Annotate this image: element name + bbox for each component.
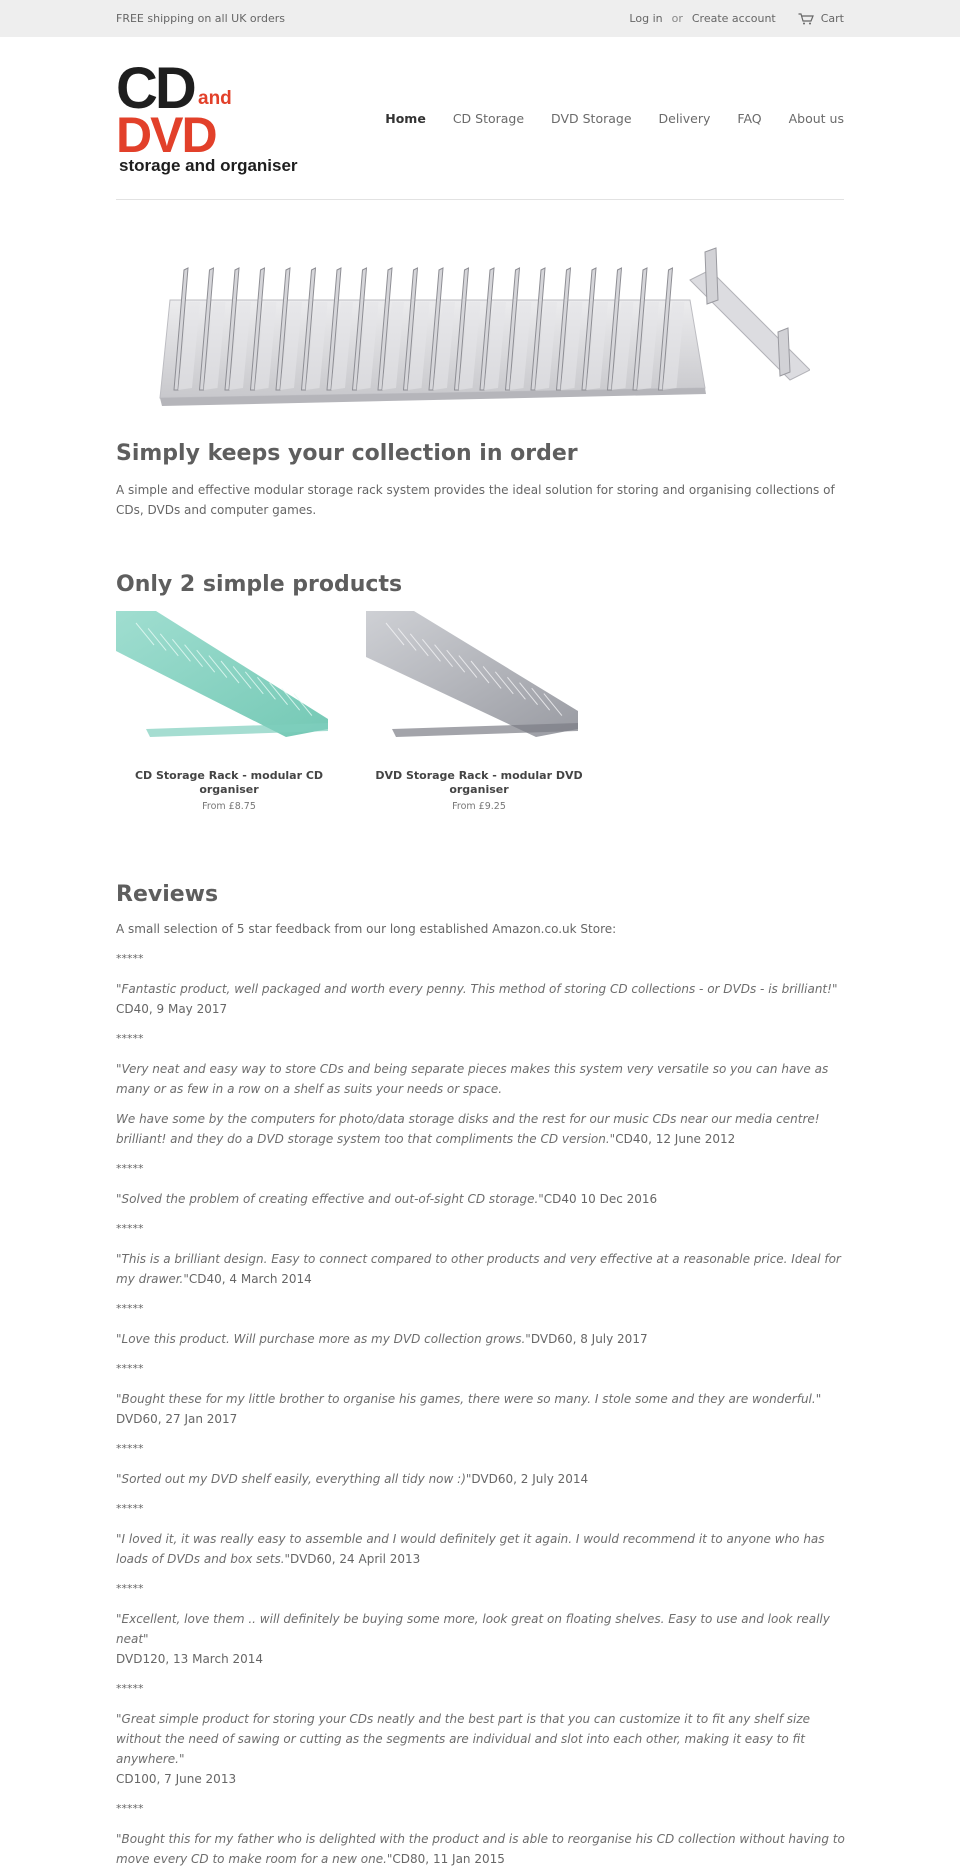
- logo-cd-text: CD: [116, 60, 194, 121]
- review-stars: *****: [116, 1032, 144, 1045]
- review-citation: CD40 10 Dec 2016: [543, 1192, 658, 1206]
- review-quote: "Sorted out my DVD shelf easily, everything all tidy now :)": [116, 1472, 472, 1486]
- review-citation: CD40, 4 March 2014: [188, 1272, 312, 1286]
- review-item: [116, 1709, 848, 1789]
- review-quote: "Excellent, love them .. will definitely be buying some more, look great on floating shelves. Easy to use and look really neat": [116, 1612, 830, 1646]
- review-item: [116, 1189, 848, 1209]
- review-stars: *****: [116, 1302, 144, 1315]
- main-nav: [358, 111, 844, 126]
- review-stars: *****: [116, 1582, 144, 1595]
- cd-product-price: From £8.75: [202, 801, 256, 812]
- review-stars: *****: [116, 1502, 144, 1515]
- review-quote: "Solved the problem of creating effective and out-of-sight CD storage.": [116, 1192, 544, 1206]
- product-card-dvd[interactable]: [366, 611, 592, 812]
- review-quote: "Great simple product for storing your CDs neatly and the best part is that you can customize it to fit any shelf size without the need of sawing or cutting as the segments are individual and slot into each other, making it easy to fit anywhere.": [116, 1712, 811, 1766]
- review-item: [116, 1609, 848, 1669]
- header-divider: [116, 199, 844, 200]
- review-quote: "I loved it, it was really easy to assemble and I would definitely get it again. I would recommend it to anyone who has loads of DVDs and box sets.": [116, 1532, 825, 1566]
- intro-heading: Simply keeps your collection in order: [116, 441, 578, 466]
- logo-tagline: storage and organiser: [119, 156, 298, 175]
- review-citation: DVD60, 24 April 2013: [290, 1552, 421, 1566]
- cart-icon[interactable]: [798, 13, 814, 25]
- review-item: [116, 1249, 848, 1289]
- review-stars: *****: [116, 1802, 144, 1815]
- review-item: [116, 1529, 848, 1569]
- review-quote: "Bought these for my little brother to organise his games, there were so many. I stole some and they are wonderful.": [116, 1392, 822, 1406]
- product-card-cd[interactable]: [116, 611, 342, 812]
- review-stars: *****: [116, 952, 144, 965]
- review-quote: "Love this product. Will purchase more as my DVD collection grows.": [116, 1332, 531, 1346]
- review-citation: DVD60, 27 Jan 2017: [116, 1412, 238, 1426]
- review-quote: "Fantastic product, well packaged and worth every penny. This method of storing CD collections - or DVDs - is brilliant!": [116, 982, 838, 996]
- nav-delivery[interactable]: Delivery: [658, 111, 711, 126]
- nav-faq[interactable]: FAQ: [737, 111, 762, 126]
- review-citation: CD100, 7 June 2013: [116, 1772, 237, 1786]
- review-citation: CD40, 12 June 2012: [615, 1132, 736, 1146]
- reviews-intro: A small selection of 5 star feedback from our long established Amazon.co.uk Store:: [116, 922, 617, 936]
- review-item: [116, 1109, 848, 1149]
- review-stars: *****: [116, 1442, 144, 1455]
- review-stars: *****: [116, 1682, 144, 1695]
- nav-about-us[interactable]: About us: [788, 111, 844, 126]
- review-item: [116, 1389, 848, 1429]
- reviews-list: [116, 919, 848, 1875]
- dvd-product-price: From £9.25: [452, 801, 506, 812]
- logo-and-text: and: [198, 88, 232, 109]
- intro-text: A simple and effective modular storage rack system provides the ideal solution for storing and organising collections of CDs, DVDs and computer games.: [116, 483, 835, 517]
- or-separator: or: [671, 12, 683, 25]
- nav-home[interactable]: Home: [385, 111, 426, 126]
- login-link[interactable]: Log in: [629, 12, 663, 25]
- nav-dvd-storage[interactable]: DVD Storage: [551, 111, 632, 126]
- reviews-heading: Reviews: [116, 882, 219, 907]
- logo-dvd-text: DVD: [116, 107, 216, 163]
- review-quote: We have some by the computers for photo/data storage disks and the rest for our music CDs near our media centre! brilliant! and they do a DVD storage system too that compliments the CD version.": [116, 1112, 820, 1146]
- review-item: [116, 1829, 848, 1869]
- review-stars: *****: [116, 1362, 144, 1375]
- dvd-product-title[interactable]: DVD Storage Rack - modular DVD organiser: [375, 769, 583, 796]
- review-item: [116, 1329, 848, 1349]
- review-citation: CD80, 11 Jan 2015: [392, 1852, 505, 1866]
- review-stars: *****: [116, 1162, 144, 1175]
- free-shipping-notice: FREE shipping on all UK orders: [116, 12, 285, 25]
- dvd-rack-image[interactable]: [366, 611, 578, 751]
- review-item: [116, 979, 848, 1019]
- create-account-link[interactable]: Create account: [691, 12, 776, 25]
- nav-cd-storage[interactable]: CD Storage: [452, 111, 525, 126]
- review-citation: DVD120, 13 March 2014: [116, 1652, 264, 1666]
- review-citation: DVD60, 8 July 2017: [530, 1332, 648, 1346]
- hero-rack-image: [150, 240, 810, 410]
- site-logo[interactable]: [116, 60, 326, 180]
- review-quote: "Very neat and easy way to store CDs and being separate pieces makes this system very versatile so you can have as many or as few in a row on a shelf as suits your needs or space.: [116, 1062, 829, 1096]
- cd-rack-image[interactable]: [116, 611, 328, 751]
- cart-link[interactable]: Cart: [820, 12, 844, 25]
- review-quote: "This is a brilliant design. Easy to connect compared to other products and very effective at a reasonable price. Ideal for my drawer.": [116, 1252, 841, 1286]
- announcement-bar: [0, 0, 960, 37]
- review-quote: "Bought this for my father who is delighted with the product and is able to reorganise his CD collection without having to move every CD to make room for a new one.": [116, 1832, 845, 1866]
- review-item: [116, 1469, 848, 1489]
- review-item: [116, 1059, 848, 1099]
- review-citation: CD40, 9 May 2017: [116, 1002, 228, 1016]
- account-links: [629, 12, 844, 25]
- review-citation: DVD60, 2 July 2014: [471, 1472, 589, 1486]
- cd-product-title[interactable]: CD Storage Rack - modular CD organiser: [134, 769, 324, 796]
- products-heading: Only 2 simple products: [116, 572, 403, 597]
- review-stars: *****: [116, 1222, 144, 1235]
